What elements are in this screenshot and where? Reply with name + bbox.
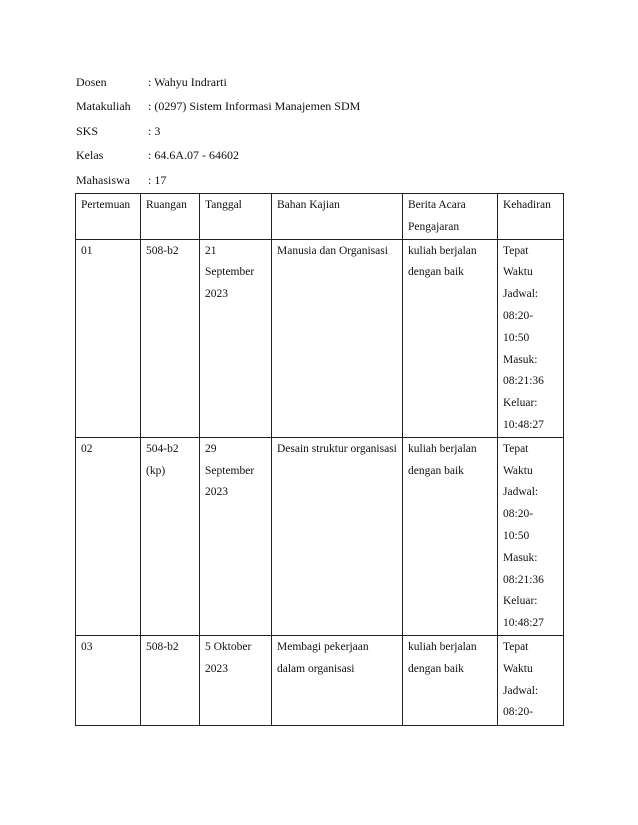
- cell-tanggal: 29 September 2023: [200, 437, 272, 635]
- cell-kehadiran: Tepat Waktu Jadwal: 08:20-10:50 Masuk: 08:21:36 Keluar: 10:48:27: [498, 437, 564, 635]
- table-row: [76, 437, 564, 635]
- table-row: [76, 635, 564, 725]
- info-value: : 17: [148, 172, 167, 187]
- course-info: [76, 70, 556, 192]
- cell-kehadiran: [498, 635, 564, 725]
- info-label: SKS: [76, 123, 99, 138]
- cell-text: 508-b2: [146, 640, 179, 653]
- info-value: : 3: [148, 123, 161, 138]
- cell-text: Membagi pekerjaan dalam organisasi: [277, 640, 369, 675]
- info-label: Matakuliah: [76, 99, 131, 114]
- cell-pertemuan: 02: [76, 437, 141, 635]
- cell-ruangan: 504-b2 (kp): [141, 437, 200, 635]
- cell-tanggal: 21 September 2023: [200, 239, 272, 437]
- info-row-kelas: [76, 143, 556, 167]
- info-value: : 64.6A.07 - 64602: [148, 148, 239, 163]
- header-pertemuan: Pertemuan: [76, 194, 141, 240]
- info-label: Mahasiswa: [76, 172, 130, 187]
- cell-pertemuan: 01: [76, 239, 141, 437]
- cell-text: kuliah berjalan dengan baik: [408, 640, 477, 675]
- header-kehadiran: Kehadiran: [498, 194, 564, 240]
- cell-text: 03: [81, 640, 93, 653]
- header-bahan-kajian: Bahan Kajian: [272, 194, 403, 240]
- info-row-dosen: [76, 70, 556, 94]
- info-label: Dosen: [76, 75, 107, 89]
- info-value: : (0297) Sistem Informasi Manajemen SDM: [148, 99, 361, 114]
- table-header-row: [76, 194, 564, 240]
- cell-ruangan: 508-b2: [141, 239, 200, 437]
- header-ruangan: Ruangan: [141, 194, 200, 240]
- info-value: : Wahyu Indrarti: [148, 75, 227, 89]
- cell-berita-acara: kuliah berjalan dengan baik: [403, 239, 498, 437]
- header-tanggal: Tanggal: [200, 194, 272, 240]
- attendance-table: [75, 193, 564, 726]
- info-label: Kelas: [76, 148, 104, 163]
- cell-berita-acara: [403, 635, 498, 725]
- cell-text: 5 Oktober 2023: [205, 640, 252, 675]
- info-row-mahasiswa: [76, 168, 556, 192]
- info-row-matakuliah: [76, 94, 556, 118]
- cell-pertemuan: [76, 635, 141, 725]
- cell-bahan-kajian: Manusia dan Organisasi: [272, 239, 403, 437]
- cell-text: Tepat Waktu Jadwal: 08:20-: [503, 640, 539, 719]
- table-row: [76, 239, 564, 437]
- cell-bahan-kajian: Desain struktur organisasi: [272, 437, 403, 635]
- cell-bahan-kajian: [272, 635, 403, 725]
- cell-berita-acara: kuliah berjalan dengan baik: [403, 437, 498, 635]
- cell-kehadiran: Tepat Waktu Jadwal: 08:20-10:50 Masuk: 08:21:36 Keluar: 10:48:27: [498, 239, 564, 437]
- cell-ruangan: [141, 635, 200, 725]
- header-berita-acara: Berita Acara Pengajaran: [403, 194, 498, 240]
- info-row-sks: [76, 119, 556, 143]
- cell-tanggal: [200, 635, 272, 725]
